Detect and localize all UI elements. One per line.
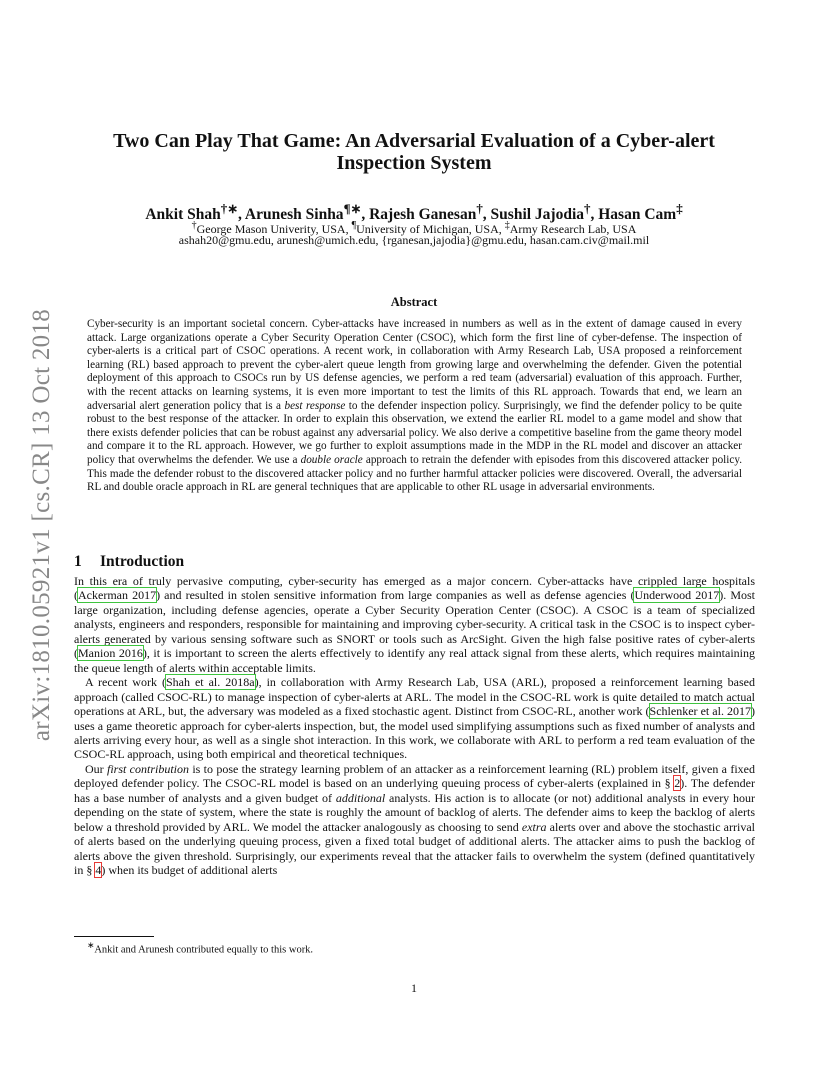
abstract-emphasis: double oracle [300,453,363,466]
text: A recent work ( [85,675,166,690]
section-ref-link[interactable]: 4 [95,863,102,878]
text: ) uses a game theoretic approach for cyber-alerts inspection, but, the model used simplifying assumptions such as fixed number of analysts and alerts arriving every hour, as well as a single shot interaction. In this work, we collaborate with ARL to perform a red team evaluation of the CSOC-RL approach, using both empirical and theoretical techniques. [74,704,755,762]
text: analysts. His action is to allocate (or not) additional analysts in every hour depending on the state of system, where the state is roughly the amount of backlog of alerts. The defender aims to keep the backlog of alerts below a threshold provided by ARL. We model the attacker analogously as choosing to send [74,790,755,834]
citation-link[interactable]: Shah et al. 2018a [165,675,255,690]
author-name: Sushil Jajodia [490,206,585,224]
citation-link[interactable]: Manion 2016 [78,646,143,661]
arxiv-identifier-stamp [22,290,62,760]
author-list: Ankit Shah†∗, Arunesh Sinha¶∗, Rajesh Ganesan†, Sushil Jajodia†, Hasan Cam‡ [145,201,683,224]
text: In this era of truly pervasive computing, cyber-security has emerged as a major concern. Cyber-attacks have crippled large hospitals ( [74,574,755,603]
citation-link[interactable]: Schlenker et al. 2017 [649,704,751,719]
abstract-text: to the defender inspection policy. Surprisingly, we find the defender policy to be quite robust to the best response of the attacker. In order to explain this observation, we extend the earlier RL model to a game model and show that there exists defender policies that can be robust against any adversarial policy. We also derive a competitive baseline from the game theory model and compare it to the RL approach. However, we go further to exploit assumptions made in the MDP in the RL model and discover an attacker policy that overwhelms the defender. We use a [87,399,742,466]
affiliation-arl: Army Research Lab, USA [509,222,637,236]
abstract-text: approach to retrain the defender with episodes from this discovered attacker policy. This made the defender robust to the discovered attacker policy and no further harmful attacker policies were discovered. Overall, the adversarial RL and double oracle approach in RL are general techniques that are applicable to other RL usage in adversarial environments. [87,453,743,494]
text: is to pose the strategy learning problem of an attacker as a reinforcement learning (RL) problem itself, given a fixed deployed defender policy. The CSOC-RL model is based on an underlying queuing process of cyber-alerts (explained in § [74,761,755,791]
text: ) when its budget of additional alerts [101,863,278,878]
author-name: Arunesh Sinha [244,206,344,224]
introduction-body [74,574,755,878]
author-mark: ¶∗ [343,201,362,216]
citation-link[interactable]: Ackerman 2017 [78,588,157,603]
author-mark: † [476,201,483,216]
section-number: 1 [74,553,82,570]
author-mark: ‡ [676,201,683,216]
author-name: Ankit Shah [145,206,221,224]
affiliation-mark: ¶ [351,220,357,231]
arxiv-identifier-text: arXiv:1810.05921v1 [cs.CR] 13 Oct 2018 [28,308,56,742]
text: ), it is important to screen the alerts effectively to identify any real attack signal from these alerts, which requires maintaining the queue length of alerts within acceptable limits. [74,646,755,675]
abstract-text: Cyber-security is an important societal concern. Cyber-attacks have increased in numbers as well as in the extent of damage caused in every attack. Large organizations operate a Cyber Security Operation Center (CSOC), which form the first line of cyber-defense. The inspection of cyber-alerts is a critical part of CSOC operations. A recent work, in collaboration with Army Research Lab, USA proposed a reinforcement learning (RL) based approach to prevent the cyber-alert queue length from growing large and overwhelming the defender. Given the potential deployment of this approach to CSOCs run by US defense agencies, we perform a red team (adversarial) evaluation of this approach. Further, with the recent attacks on learning systems, it is even more important to test the limits of this RL approach. Towards that end, we learn an adversarial alert generation policy that is a [87,318,742,412]
abstract-heading: Abstract [390,295,438,309]
emphasis: extra [521,819,547,834]
abstract-body [87,318,742,495]
affiliation-mark: † [191,220,197,231]
paper-title: Two Can Play That Game: An Adversarial Evaluation of a Cyber-alert Inspection System [113,130,715,174]
text: ) and resulted in stolen sensitive information from large companies as well as defense agencies ( [156,588,635,603]
abstract-emphasis: best response [284,399,346,412]
page-number: 1 [411,981,417,995]
author-name: Hasan Cam [598,206,677,224]
affiliation-mark: ‡ [504,220,510,231]
author-mark: † [584,201,591,216]
text: ). The defender has a base number of analysts and a given budget of [74,776,755,805]
footnote-text: Ankit and Arunesh contributed equally to this work. [94,944,314,956]
paragraph [74,762,755,878]
text: ). Most large organization, including defense agencies, operate a Cyber Security Operation Center (CSOC). A CSOC is a team of specialized analysts, engineers and responders, responsible for maintaining and improving cyber-security. A critical task in the CSOC is to inspect cyber-alerts generated by various sensing software such as SNORT or tools such as ArcSight. Given the high false positive rates of cyber-alerts ( [74,588,755,661]
affiliation-umich: University of Michigan, USA, [356,222,505,236]
author-mark: †∗ [220,201,239,216]
footnote-mark: ∗ [87,940,95,950]
section-title: Introduction [100,553,185,570]
author-name: Rajesh Ganesan [369,206,477,224]
section-ref-link[interactable]: 2 [674,776,681,791]
emphasis: first contribution [107,761,189,776]
section-heading [74,553,184,571]
citation-link[interactable]: Underwood 2017 [634,588,720,603]
footnote [87,940,313,956]
paragraph [74,675,755,762]
paragraph [74,574,755,675]
affiliation-gmu: George Mason Univerity, USA, [196,222,352,236]
text: Our [85,761,107,776]
emphasis: additional [335,790,386,805]
footnote-rule [74,936,154,937]
author-emails: ashah20@gmu.edu, arunesh@umich.edu, {rganesan,jajodia}@gmu.edu, hasan.cam.civ@mail.mil [178,233,650,247]
text: ), in collaboration with Army Research Lab, USA (ARL), proposed a reinforcement learning based approach (called CSOC-RL) to manage inspection of cyber-alerts at ARL. The model in the CSOC-RL work is quite detailed to match actual operations at ARL, but, the adversary was modeled as a fixed stochastic agent. Distinct from CSOC-RL, another work ( [74,675,755,719]
text: alerts over and above the stochastic arrival of alerts based on the underlying queuing process, given a fixed total budget of additional alerts. The attacker aims to push the backlog of alerts above the given threshold. Surprisingly, our experiments reveal that the attacker fails to overwhelm the system (defined quantitatively in § [74,819,755,878]
